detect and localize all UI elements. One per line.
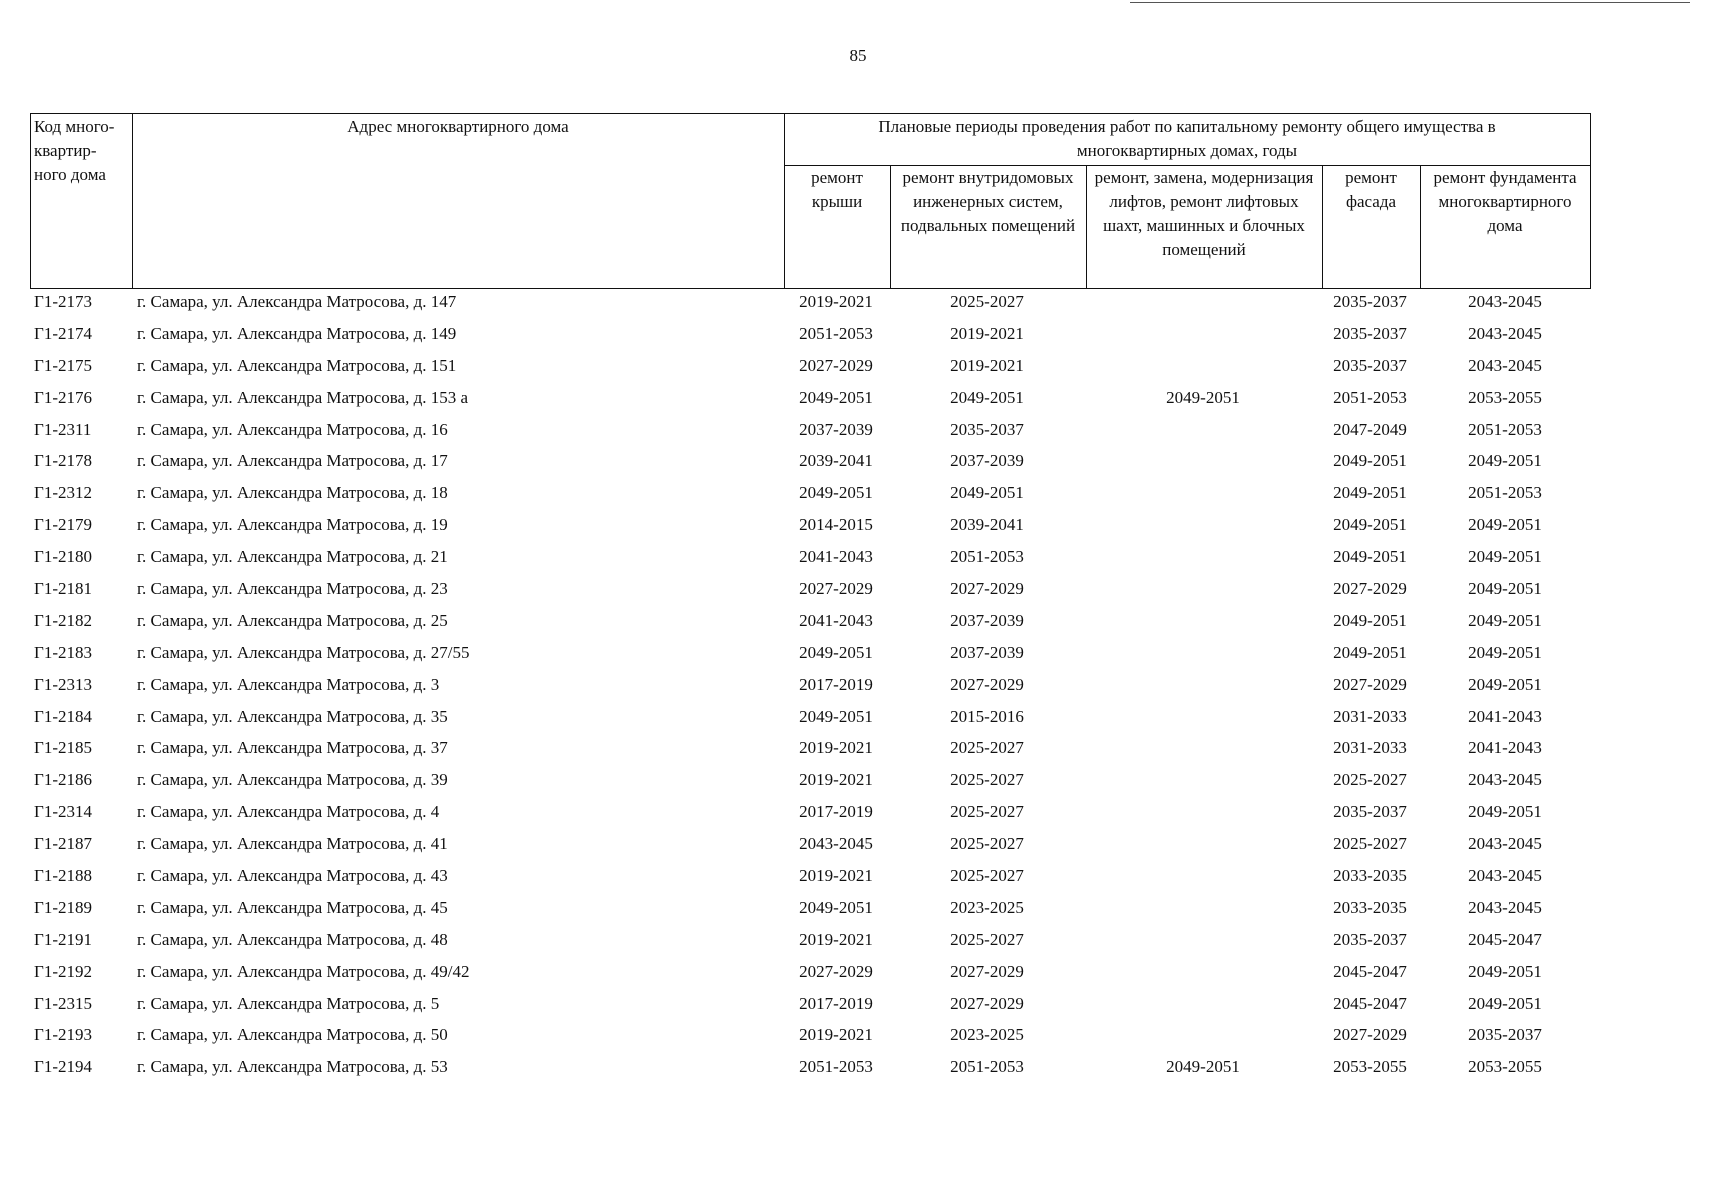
cell-systems: 2025-2027 — [950, 738, 1024, 758]
cell-roof: 2049-2051 — [799, 483, 873, 503]
cell-facade: 2049-2051 — [1333, 610, 1407, 630]
cell-foundation: 2049-2051 — [1468, 547, 1542, 567]
cell-roof: 2027-2029 — [799, 961, 873, 981]
cell-systems: 2051-2053 — [950, 547, 1024, 567]
cell-systems: 2023-2025 — [950, 897, 1024, 917]
cell-facade: 2025-2027 — [1333, 834, 1407, 854]
cell-systems: 2025-2027 — [950, 929, 1024, 949]
cell-roof: 2017-2019 — [799, 674, 873, 694]
header-foundation: ремонт фундамента многоквартирного дома — [1433, 168, 1577, 235]
header-lifts: ремонт, замена, модернизация лифтов, ремонт лифтовых шахт, машинных и блочных помещений — [1094, 168, 1314, 259]
cell-foundation: 2053-2055 — [1468, 1057, 1542, 1077]
cell-code: Г1-2175 — [34, 355, 92, 375]
cell-facade: 2035-2037 — [1333, 292, 1407, 311]
cell-systems: 2049-2051 — [950, 387, 1024, 407]
cell-address: г. Самара, ул. Александра Матросова, д. 41 — [137, 834, 448, 854]
cell-foundation: 2049-2051 — [1468, 993, 1542, 1013]
cell-address: г. Самара, ул. Александра Матросова, д. 48 — [137, 929, 448, 949]
cell-foundation: 2049-2051 — [1468, 515, 1542, 535]
cell-roof: 2017-2019 — [799, 802, 873, 822]
cell-foundation: 2049-2051 — [1468, 802, 1542, 822]
cell-address: г. Самара, ул. Александра Матросова, д. 17 — [137, 451, 448, 471]
cell-code: Г1-2174 — [34, 323, 92, 343]
cell-address: г. Самара, ул. Александра Матросова, д. 3 — [137, 674, 440, 694]
cell-systems: 2027-2029 — [950, 674, 1024, 694]
cell-foundation: 2041-2043 — [1468, 738, 1542, 758]
cell-roof: 2049-2051 — [799, 642, 873, 662]
cell-roof: 2039-2041 — [799, 451, 873, 471]
cell-address: г. Самара, ул. Александра Матросова, д. 16 — [137, 419, 448, 439]
cell-roof: 2051-2053 — [799, 323, 873, 343]
cell-code: Г1-2315 — [34, 993, 92, 1013]
cell-facade: 2045-2047 — [1333, 993, 1407, 1013]
cell-foundation: 2051-2053 — [1468, 483, 1542, 503]
cell-systems: 2025-2027 — [950, 802, 1024, 822]
cell-facade: 2049-2051 — [1333, 515, 1407, 535]
cell-code: Г1-2181 — [34, 579, 92, 599]
header-divider — [132, 114, 133, 288]
cell-foundation: 2043-2045 — [1468, 866, 1542, 886]
cell-address: г. Самара, ул. Александра Матросова, д. 35 — [137, 706, 448, 726]
cell-code: Г1-2314 — [34, 802, 92, 822]
cell-systems: 2027-2029 — [950, 993, 1024, 1013]
cell-foundation: 2043-2045 — [1468, 355, 1542, 375]
cell-address: г. Самара, ул. Александра Матросова, д. 23 — [137, 579, 448, 599]
cell-systems: 2039-2041 — [950, 515, 1024, 535]
cell-facade: 2051-2053 — [1333, 387, 1407, 407]
cell-address: г. Самара, ул. Александра Матросова, д. 39 — [137, 770, 448, 790]
cell-systems: 2037-2039 — [950, 451, 1024, 471]
cell-facade: 2027-2029 — [1333, 674, 1407, 694]
table-row — [30, 608, 1591, 640]
cell-address: г. Самара, ул. Александра Матросова, д. 149 — [137, 323, 457, 343]
cell-facade: 2025-2027 — [1333, 770, 1407, 790]
cell-roof: 2019-2021 — [799, 738, 873, 758]
cell-roof: 2043-2045 — [799, 834, 873, 854]
header-group: Плановые периоды проведения работ по капитальному ремонту общего имущества в многоквартирных домах, годы — [878, 117, 1496, 160]
cell-roof: 2017-2019 — [799, 993, 873, 1013]
table-row — [30, 895, 1591, 927]
cell-lifts: 2049-2051 — [1166, 1057, 1240, 1077]
cell-code: Г1-2313 — [34, 674, 92, 694]
cell-code: Г1-2185 — [34, 738, 92, 758]
cell-address: г. Самара, ул. Александра Матросова, д. 37 — [137, 738, 448, 758]
header-code: Код много- квартир- ного дома — [34, 117, 115, 184]
table-row — [30, 321, 1591, 353]
table-header — [30, 113, 1591, 289]
cell-address: г. Самара, ул. Александра Матросова, д. 147 — [137, 292, 457, 311]
cell-code: Г1-2188 — [34, 866, 92, 886]
cell-code: Г1-2187 — [34, 834, 92, 854]
table-row — [30, 544, 1591, 576]
table-row — [30, 863, 1591, 895]
table-row — [30, 1054, 1591, 1086]
cell-address: г. Самара, ул. Александра Матросова, д. 18 — [137, 483, 448, 503]
cell-systems: 2025-2027 — [950, 866, 1024, 886]
cell-address: г. Самара, ул. Александра Матросова, д. 27/55 — [137, 642, 470, 662]
cell-roof: 2049-2051 — [799, 706, 873, 726]
cell-systems: 2025-2027 — [950, 770, 1024, 790]
cell-facade: 2035-2037 — [1333, 323, 1407, 343]
cell-code: Г1-2182 — [34, 610, 92, 630]
table-row — [30, 448, 1591, 480]
cell-systems: 2019-2021 — [950, 355, 1024, 375]
table-row — [30, 927, 1591, 959]
cell-facade: 2049-2051 — [1333, 547, 1407, 567]
cell-code: Г1-2186 — [34, 770, 92, 790]
table-row — [30, 512, 1591, 544]
cell-systems: 2049-2051 — [950, 483, 1024, 503]
cell-code: Г1-2312 — [34, 483, 92, 503]
cell-facade: 2033-2035 — [1333, 866, 1407, 886]
cell-roof: 2027-2029 — [799, 579, 873, 599]
table-row — [30, 1022, 1591, 1054]
cell-address: г. Самара, ул. Александра Матросова, д. 50 — [137, 1025, 448, 1045]
table-row — [30, 289, 1591, 321]
cell-systems: 2025-2027 — [950, 292, 1024, 311]
cell-code: Г1-2194 — [34, 1057, 92, 1077]
cell-facade: 2049-2051 — [1333, 483, 1407, 503]
top-rule — [1130, 2, 1690, 3]
table-row — [30, 417, 1591, 449]
cell-systems: 2023-2025 — [950, 1025, 1024, 1045]
cell-foundation: 2051-2053 — [1468, 419, 1542, 439]
table-row — [30, 672, 1591, 704]
cell-address: г. Самара, ул. Александра Матросова, д. 49/42 — [137, 961, 470, 981]
cell-code: Г1-2173 — [34, 292, 92, 311]
table-row — [30, 385, 1591, 417]
cell-roof: 2041-2043 — [799, 610, 873, 630]
cell-facade: 2035-2037 — [1333, 355, 1407, 375]
cell-systems: 2037-2039 — [950, 642, 1024, 662]
cell-facade: 2031-2033 — [1333, 706, 1407, 726]
cell-roof: 2019-2021 — [799, 929, 873, 949]
cell-foundation: 2035-2037 — [1468, 1025, 1542, 1045]
cell-roof: 2019-2021 — [799, 770, 873, 790]
cell-facade: 2047-2049 — [1333, 419, 1407, 439]
cell-code: Г1-2178 — [34, 451, 92, 471]
cell-systems: 2027-2029 — [950, 961, 1024, 981]
cell-roof: 2019-2021 — [799, 1025, 873, 1045]
cell-roof: 2051-2053 — [799, 1057, 873, 1077]
cell-foundation: 2043-2045 — [1468, 834, 1542, 854]
cell-address: г. Самара, ул. Александра Матросова, д. 19 — [137, 515, 448, 535]
table-row — [30, 831, 1591, 863]
cell-address: г. Самара, ул. Александра Матросова, д. 151 — [137, 355, 457, 375]
cell-roof: 2049-2051 — [799, 897, 873, 917]
page-number: 85 — [849, 46, 867, 65]
cell-foundation: 2049-2051 — [1468, 451, 1542, 471]
cell-address: г. Самара, ул. Александра Матросова, д. 43 — [137, 866, 448, 886]
cell-facade: 2053-2055 — [1333, 1057, 1407, 1077]
table-row — [30, 480, 1591, 512]
cell-foundation: 2049-2051 — [1468, 610, 1542, 630]
cell-code: Г1-2192 — [34, 961, 92, 981]
cell-foundation: 2049-2051 — [1468, 579, 1542, 599]
cell-code: Г1-2176 — [34, 387, 92, 407]
header-facade: ремонт фасада — [1345, 168, 1397, 211]
cell-roof: 2049-2051 — [799, 387, 873, 407]
cell-facade: 2035-2037 — [1333, 929, 1407, 949]
table-row — [30, 640, 1591, 672]
cell-facade: 2027-2029 — [1333, 579, 1407, 599]
cell-code: Г1-2191 — [34, 929, 92, 949]
cell-foundation: 2043-2045 — [1468, 292, 1542, 311]
table-row — [30, 959, 1591, 991]
cell-facade: 2035-2037 — [1333, 802, 1407, 822]
cell-address: г. Самара, ул. Александра Матросова, д. 21 — [137, 547, 448, 567]
table-row — [30, 799, 1591, 831]
cell-foundation: 2049-2051 — [1468, 642, 1542, 662]
table-row — [30, 735, 1591, 767]
cell-systems: 2019-2021 — [950, 323, 1024, 343]
cell-facade: 2033-2035 — [1333, 897, 1407, 917]
cell-roof: 2019-2021 — [799, 292, 873, 311]
table-row — [30, 704, 1591, 736]
cell-roof: 2014-2015 — [799, 515, 873, 535]
cell-facade: 2045-2047 — [1333, 961, 1407, 981]
cell-address: г. Самара, ул. Александра Матросова, д. 45 — [137, 897, 448, 917]
cell-facade: 2049-2051 — [1333, 642, 1407, 662]
cell-systems: 2035-2037 — [950, 419, 1024, 439]
cell-address: г. Самара, ул. Александра Матросова, д. 153 а — [137, 387, 469, 407]
cell-foundation: 2041-2043 — [1468, 706, 1542, 726]
header-roof: ремонт крыши — [811, 168, 863, 211]
cell-foundation: 2049-2051 — [1468, 674, 1542, 694]
cell-lifts: 2049-2051 — [1166, 387, 1240, 407]
cell-address: г. Самара, ул. Александра Матросова, д. 53 — [137, 1057, 448, 1077]
cell-address: г. Самара, ул. Александра Матросова, д. 25 — [137, 610, 448, 630]
cell-code: Г1-2311 — [34, 419, 92, 439]
table-row — [30, 767, 1591, 799]
cell-roof: 2041-2043 — [799, 547, 873, 567]
cell-facade: 2027-2029 — [1333, 1025, 1407, 1045]
cell-code: Г1-2193 — [34, 1025, 92, 1045]
cell-systems: 2015-2016 — [950, 706, 1024, 726]
cell-systems: 2051-2053 — [950, 1057, 1024, 1077]
cell-foundation: 2049-2051 — [1468, 961, 1542, 981]
table-row — [30, 353, 1591, 385]
table-row — [30, 991, 1591, 1023]
cell-roof: 2027-2029 — [799, 355, 873, 375]
cell-roof: 2037-2039 — [799, 419, 873, 439]
table-body — [30, 289, 1591, 1086]
cell-code: Г1-2180 — [34, 547, 92, 567]
cell-facade: 2049-2051 — [1333, 451, 1407, 471]
cell-facade: 2031-2033 — [1333, 738, 1407, 758]
cell-code: Г1-2184 — [34, 706, 92, 726]
cell-foundation: 2045-2047 — [1468, 929, 1542, 949]
header-systems: ремонт внутридомовых инженерных систем, подвальных помещений — [900, 168, 1076, 235]
cell-code: Г1-2179 — [34, 515, 92, 535]
header-address: Адрес многоквартирного дома — [347, 117, 569, 136]
cell-foundation: 2043-2045 — [1468, 323, 1542, 343]
cell-systems: 2027-2029 — [950, 579, 1024, 599]
cell-systems: 2037-2039 — [950, 610, 1024, 630]
cell-foundation: 2043-2045 — [1468, 897, 1542, 917]
cell-address: г. Самара, ул. Александра Матросова, д. 5 — [137, 993, 440, 1013]
cell-foundation: 2043-2045 — [1468, 770, 1542, 790]
cell-foundation: 2053-2055 — [1468, 387, 1542, 407]
cell-roof: 2019-2021 — [799, 866, 873, 886]
cell-systems: 2025-2027 — [950, 834, 1024, 854]
cell-code: Г1-2189 — [34, 897, 92, 917]
cell-address: г. Самара, ул. Александра Матросова, д. 4 — [137, 802, 440, 822]
table-row — [30, 576, 1591, 608]
cell-code: Г1-2183 — [34, 642, 92, 662]
